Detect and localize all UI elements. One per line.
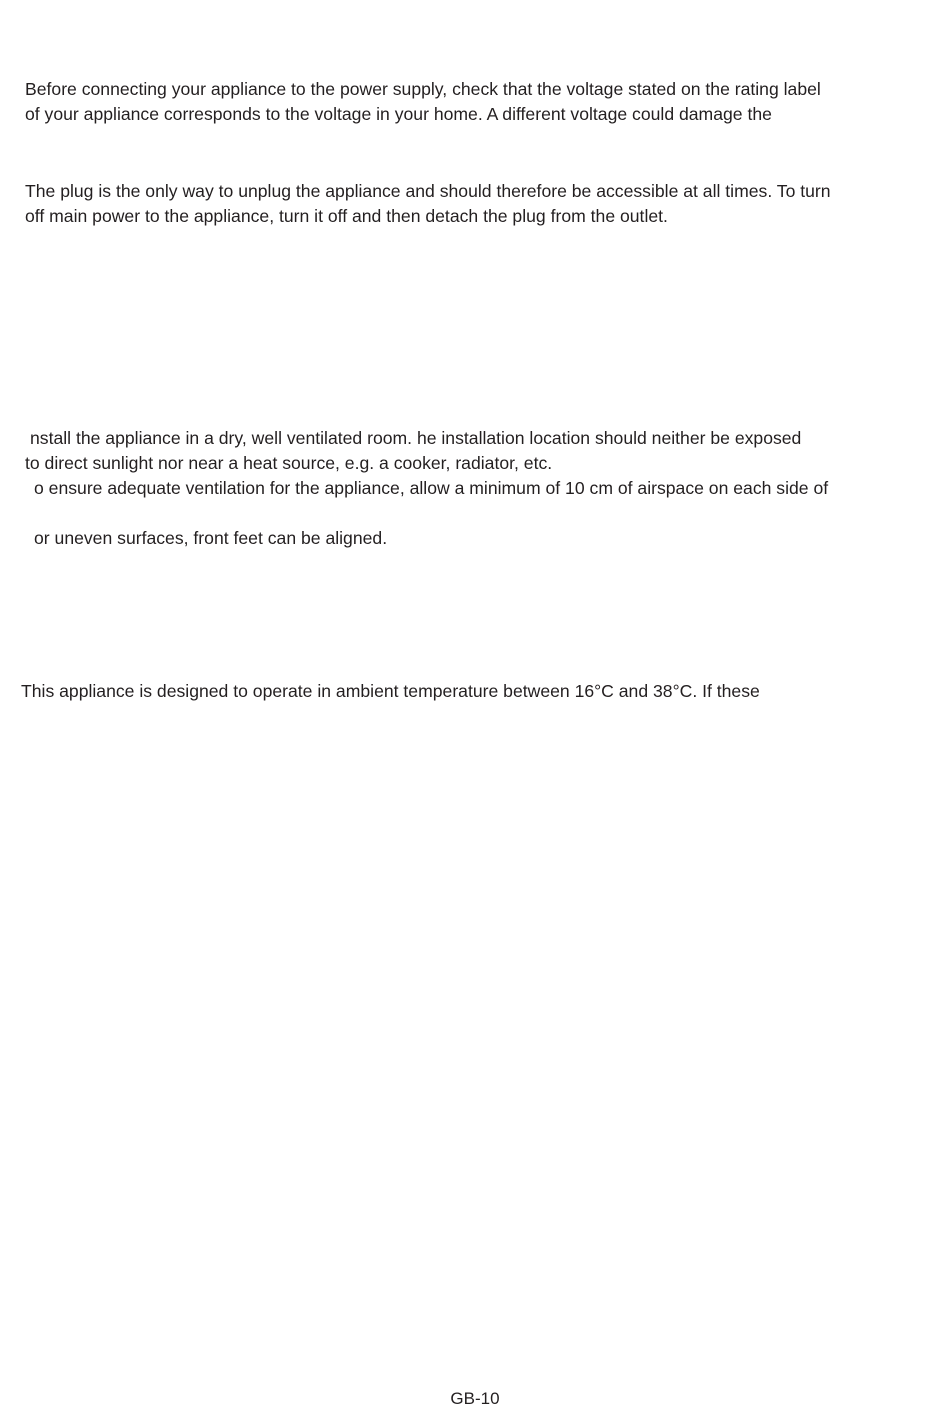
text-line: This appliance is designed to operate in ambient temperature between 16°C and 38°C. If these [21, 681, 760, 701]
text-line: Before connecting your appliance to the power supply, check that the voltage stated on the rating label [25, 79, 821, 99]
text-line: off main power to the appliance, turn it off and then detach the plug from the outlet. [25, 206, 668, 226]
page-number: GB-10 [450, 1389, 500, 1408]
text-line: nstall the appliance in a dry, well ventilated room. he installation location should neither be exposed [30, 428, 802, 448]
text-line: of your appliance corresponds to the voltage in your home. A different voltage could damage the [25, 104, 772, 124]
text-line: to direct sunlight nor near a heat source, e.g. a cooker, radiator, etc. [25, 453, 553, 473]
text-line: The plug is the only way to unplug the appliance and should therefore be accessible at all times. To turn [25, 181, 831, 201]
text-line: o ensure adequate ventilation for the appliance, allow a minimum of 10 cm of airspace on each side of [34, 478, 829, 498]
text-line: or uneven surfaces, front feet can be aligned. [34, 528, 388, 548]
